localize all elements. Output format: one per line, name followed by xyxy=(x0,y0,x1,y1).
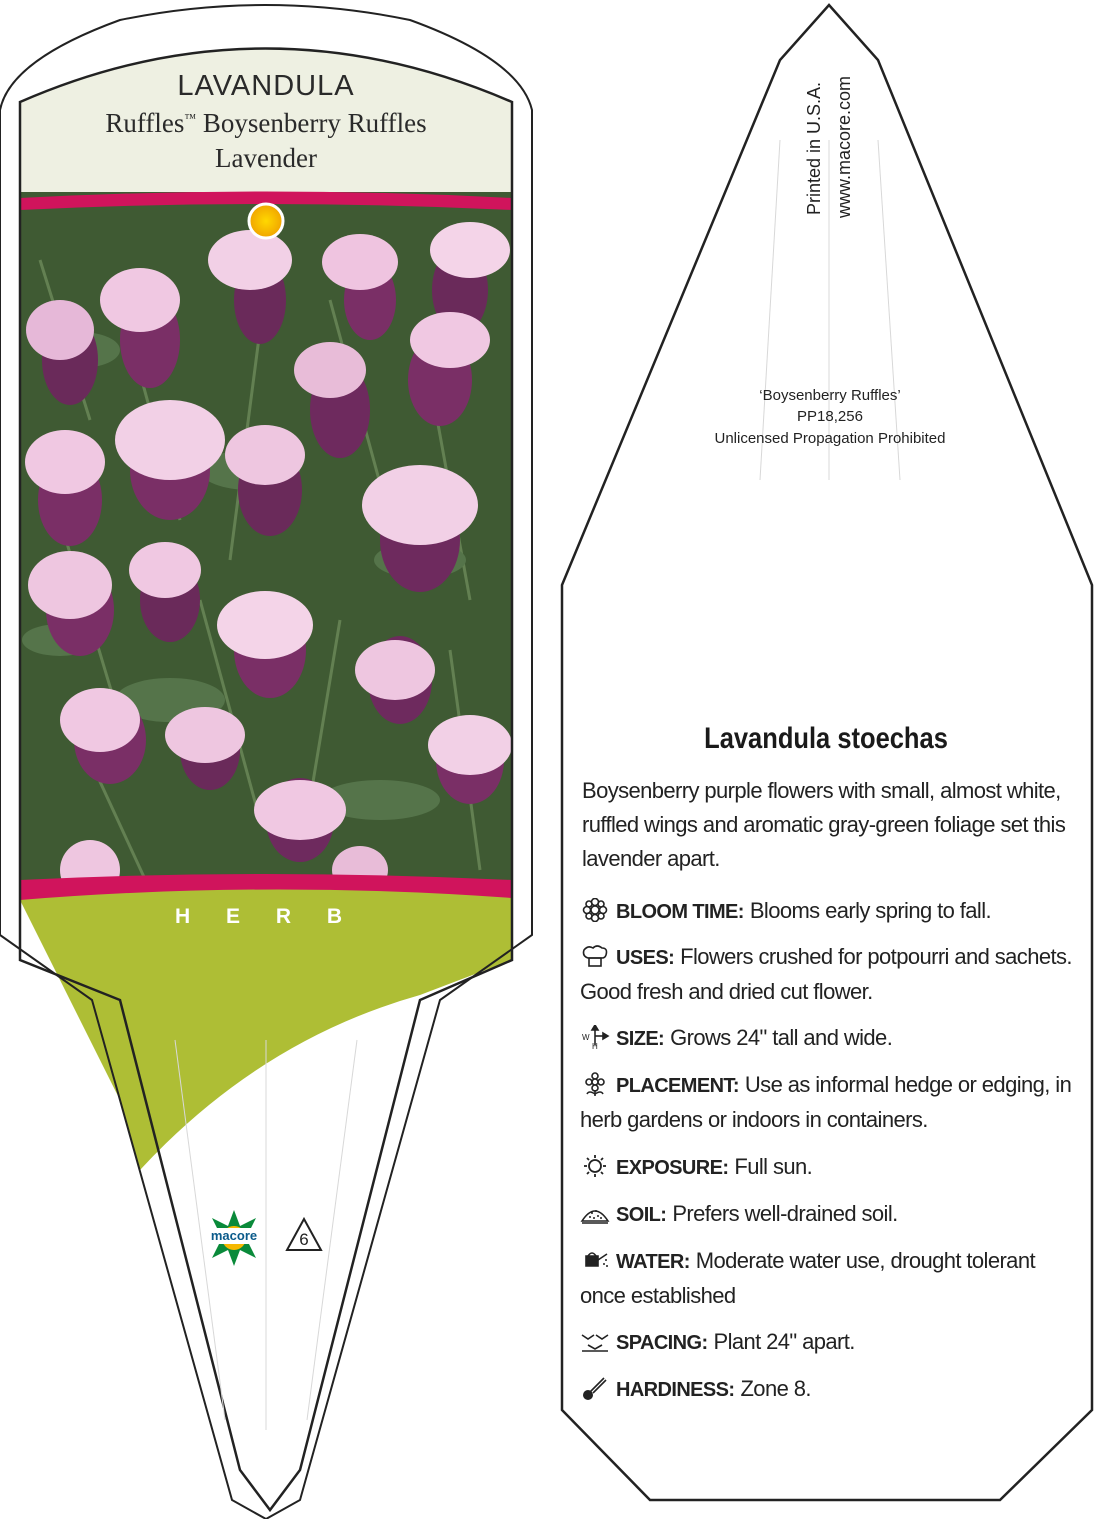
variety-name: Boysenberry Ruffles xyxy=(202,108,427,138)
printed-in: Printed in U.S.A. xyxy=(804,81,824,215)
macore-logo xyxy=(204,1208,264,1268)
watering-can-icon xyxy=(580,1248,610,1272)
thermometer-icon xyxy=(580,1376,610,1400)
spacing-plants-icon xyxy=(580,1329,610,1353)
svg-text:W: W xyxy=(582,1033,589,1042)
care-water: WATER: Moderate water use, drought tolerant once established xyxy=(580,1248,1035,1308)
chef-hat-icon xyxy=(580,944,610,968)
care-spacing: SPACING: Plant 24" apart. xyxy=(580,1325,1072,1360)
care-placement: PLACEMENT: Use as informal hedge or edging, in herb gardens or indoors in containers. xyxy=(580,1072,1072,1132)
care-soil: SOIL: Prefers well-drained soil. xyxy=(580,1197,1072,1232)
sun-exposure-dot xyxy=(249,204,283,238)
care-bloom-time: BLOOM TIME: Blooms early spring to fall. xyxy=(580,894,1072,929)
category-label: H E R B xyxy=(174,905,357,928)
plant-description: Boysenberry purple flowers with small, almost white, ruffled wings and aromatic gray-green foliage set this lavender apart. xyxy=(582,778,1066,871)
sun-icon xyxy=(580,1154,610,1178)
website: www.macore.com xyxy=(834,75,854,218)
lavender-photo xyxy=(21,192,513,900)
common-name: Lavender xyxy=(215,143,317,173)
variety-title xyxy=(20,108,512,139)
patent-number: PP18,256 xyxy=(797,408,863,425)
trademark-symbol: ™ xyxy=(184,111,197,125)
care-hardiness: HARDINESS: Zone 8. xyxy=(580,1372,1072,1407)
patent-notice: Unlicensed Propagation Prohibited xyxy=(714,430,946,447)
patent-cultivar: ‘Boysenberry Ruffles’ xyxy=(759,387,901,404)
genus-title: LAVANDULA xyxy=(177,70,355,102)
placement-flower-icon xyxy=(580,1072,610,1096)
care-size: W H SIZE: Grows 24" tall and wide. xyxy=(582,1025,893,1050)
care-exposure: EXPOSURE: Full sun. xyxy=(580,1150,1072,1185)
brand-name: macore xyxy=(204,1228,264,1244)
svg-text:H: H xyxy=(592,1042,598,1049)
series-name: Ruffles xyxy=(105,108,185,138)
size-arrows-icon xyxy=(580,1025,610,1049)
recycle-code: 6 xyxy=(299,1230,309,1249)
botanical-name: Lavandula stoechas xyxy=(704,722,948,755)
care-uses: USES: Flowers crushed for potpourri and sachets. Good fresh and dried cut flower. xyxy=(580,944,1072,1004)
soil-mound-icon xyxy=(580,1201,610,1225)
flower-icon xyxy=(580,898,610,922)
recycle-symbol xyxy=(284,1216,324,1256)
